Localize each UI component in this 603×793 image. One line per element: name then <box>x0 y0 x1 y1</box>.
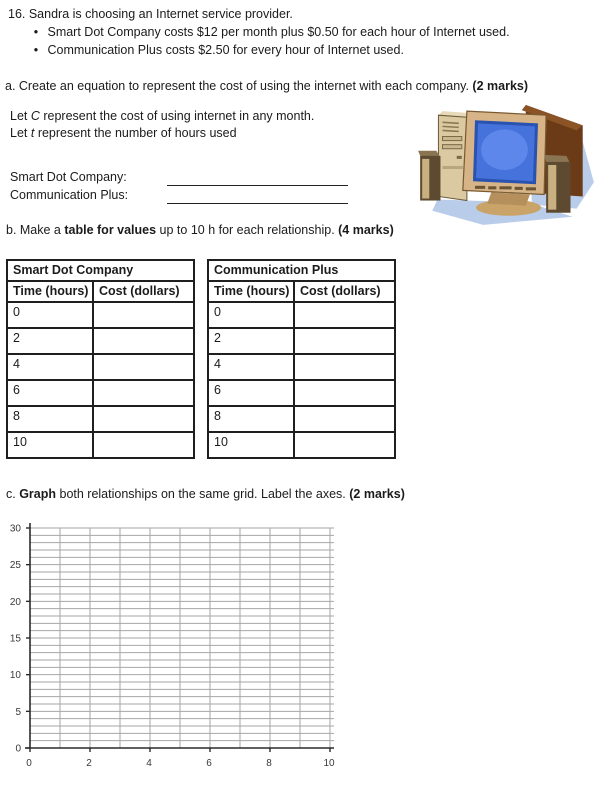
part-b-text2: up to 10 h for each relationship. <box>156 223 339 237</box>
time-value-cell: 2 <box>7 328 93 354</box>
question-intro: 16. Sandra is choosing an Internet service provider. <box>8 7 293 21</box>
x-axis-tick-label: 4 <box>146 758 152 769</box>
part-c-bold: Graph <box>19 487 57 501</box>
provider-bullet-list <box>30 24 510 59</box>
bullet-icon: • <box>33 42 39 57</box>
graph-grid <box>0 518 380 788</box>
time-value-cell: 8 <box>7 406 93 432</box>
table-row <box>7 328 194 354</box>
cost-empty-cell <box>294 380 395 406</box>
column-header: Cost (dollars) <box>294 281 395 302</box>
time-value-cell: 6 <box>7 380 93 406</box>
x-axis-tick-label: 10 <box>323 758 335 769</box>
time-value-cell: 4 <box>208 354 294 380</box>
y-axis-tick-label: 20 <box>9 596 21 608</box>
y-axis-tick-label: 0 <box>15 743 21 755</box>
x-axis-tick-label: 6 <box>206 758 212 769</box>
part-b-marks: (4 marks) <box>338 223 394 237</box>
cost-empty-cell <box>294 354 395 380</box>
part-c-marks: (2 marks) <box>349 487 405 501</box>
let-t-rest: represent the number of hours used <box>34 126 237 140</box>
part-a-text: a. Create an equation to represent the cost of using the internet with each company. <box>5 79 473 93</box>
bullet-icon: • <box>33 25 39 39</box>
x-axis-tick-label: 8 <box>266 758 272 769</box>
time-value-cell: 4 <box>7 354 93 380</box>
let-t-pre: Let <box>10 126 31 140</box>
column-header: Cost (dollars) <box>93 281 194 302</box>
bullet-text-smart-dot: Smart Dot Company costs $12 per month plus $0.50 for each hour of Internet used. <box>47 25 510 39</box>
values-table <box>6 259 195 459</box>
list-item <box>30 24 510 42</box>
time-value-cell: 2 <box>208 328 294 354</box>
bullet-text-communication-plus: Communication Plus costs $2.50 for every hour of Internet used. <box>47 42 404 57</box>
x-axis-tick-label: 2 <box>86 758 92 769</box>
variable-c: C <box>30 109 40 123</box>
part-c-text1: c. <box>6 487 20 501</box>
part-b-bold: table for values <box>64 223 157 237</box>
table-row <box>7 380 194 406</box>
time-value-cell: 8 <box>208 406 294 432</box>
cost-empty-cell <box>294 406 395 432</box>
y-axis-tick-label: 30 <box>9 523 21 535</box>
part-c-text2: both relationships on the same grid. Label the axes. <box>56 487 350 501</box>
table-row <box>7 432 194 458</box>
let-t-line <box>10 125 237 142</box>
smart-dot-equation-label: Smart Dot Company: <box>10 170 127 184</box>
let-c-line <box>10 108 314 125</box>
cost-empty-cell <box>93 432 194 458</box>
column-header: Time (hours) <box>7 281 93 302</box>
smart-dot-answer-line <box>167 172 348 186</box>
table-row <box>208 432 395 458</box>
time-value-cell: 0 <box>7 302 93 328</box>
table-row <box>7 354 194 380</box>
table-row <box>7 406 194 432</box>
part-c-instruction <box>6 486 405 503</box>
cost-empty-cell <box>93 328 194 354</box>
table-row <box>7 302 194 328</box>
communication-plus-answer-line <box>167 190 348 204</box>
table-title: Smart Dot Company <box>7 260 194 281</box>
cost-empty-cell <box>93 380 194 406</box>
list-item <box>30 42 510 60</box>
table-row <box>208 406 395 432</box>
cost-empty-cell <box>93 302 194 328</box>
table-row <box>208 328 395 354</box>
part-b-instruction <box>6 222 394 239</box>
values-table <box>207 259 396 459</box>
y-axis-tick-label: 15 <box>9 633 21 645</box>
y-axis-tick-label: 10 <box>9 670 21 682</box>
table-row <box>208 354 395 380</box>
x-axis-tick-label: 0 <box>26 758 32 769</box>
communication-plus-equation-label: Communication Plus: <box>10 188 129 202</box>
computer-clipart-image <box>412 103 600 230</box>
time-value-cell: 0 <box>208 302 294 328</box>
smart-dot-values-table <box>6 259 195 459</box>
column-header: Time (hours) <box>208 281 294 302</box>
table-title: Communication Plus <box>208 260 395 281</box>
cost-empty-cell <box>294 302 395 328</box>
let-c-pre: Let <box>10 109 31 123</box>
communication-plus-values-table <box>207 259 396 459</box>
table-row <box>208 380 395 406</box>
variable-t: t <box>30 126 35 140</box>
time-value-cell: 10 <box>7 432 93 458</box>
cost-empty-cell <box>93 354 194 380</box>
cost-empty-cell <box>294 432 395 458</box>
part-a-instruction <box>5 78 528 95</box>
y-axis-tick-label: 25 <box>9 560 21 572</box>
part-a-marks: (2 marks) <box>472 79 529 93</box>
part-b-text1: b. Make a <box>6 223 65 237</box>
let-c-rest: represent the cost of using internet in any month. <box>39 109 315 123</box>
time-value-cell: 10 <box>208 432 294 458</box>
y-axis-tick-label: 5 <box>15 706 21 718</box>
cost-empty-cell <box>93 406 194 432</box>
cost-empty-cell <box>294 328 395 354</box>
time-value-cell: 6 <box>208 380 294 406</box>
table-row <box>208 302 395 328</box>
